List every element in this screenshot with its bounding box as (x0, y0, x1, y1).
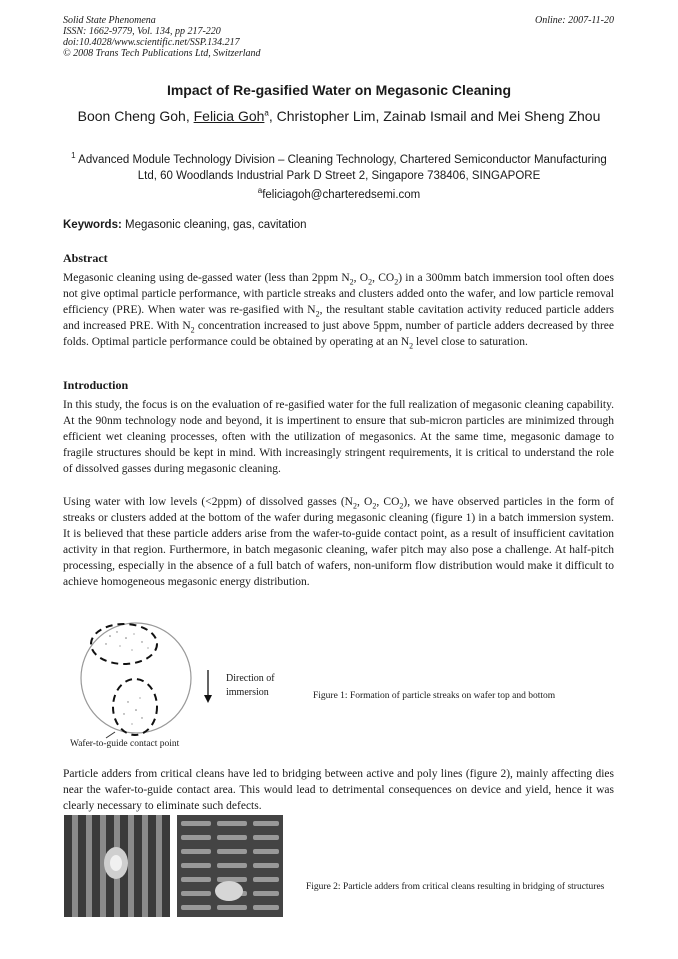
author-list (70, 107, 608, 126)
authors-before: Boon Cheng Goh, (77, 108, 194, 124)
sem-image-1 (64, 815, 170, 917)
affiliation-text: Advanced Module Technology Division – Cleaning Technology, Chartered Semiconductor Manufacturing Ltd, 60 Woodlands Industrial Park D Street 2, Singapore 738406, SINGAPORE (75, 154, 607, 182)
email-marker: a (257, 186, 263, 196)
immersion-label-line-1: Direction of (226, 673, 275, 684)
affiliation-marker: 1 (71, 151, 76, 161)
subscript: 2 (349, 277, 354, 287)
introduction-para-2 (63, 494, 614, 590)
particle-dots (105, 631, 148, 724)
online-date: Online: 2007-11-20 (535, 15, 614, 26)
copyright-line: © 2008 Trans Tech Publications Ltd, Switzerland (63, 48, 261, 59)
figure-1-diagram (62, 618, 678, 758)
subscript: 2 (399, 501, 404, 511)
abstract-body (63, 270, 614, 350)
body-para-3: Particle adders from critical cleans have led to bridging between active and poly lines (figure 2), mainly affecting dies near the wafer-to-guide contact area. This would lead to detrimental consequences on device and yield, hence it was clearly necessary to eliminate such defects. (63, 768, 614, 812)
introduction-para-1: In this study, the focus is on the evaluation of re-gasified water for the full realization of megasonic cleaning capability. At the 90nm technology node and beyond, it is impertinent to ensure that sub-micron particles are minimized through efficient wet cleaning processes, often with the utilization of megasonics. At the same time, megasonic damage to fragile structures should be kept in mind. With increasingly stringent requirements, it is critical to understand the role of dissolved gasses during megasonic cleaning. (63, 399, 614, 475)
doi-line: doi:10.4028/www.scientific.net/SSP.134.217 (63, 37, 240, 48)
figure-2-caption: Figure 2: Particle adders from critical cleans resulting in bridging of structures (306, 882, 605, 892)
immersion-label (226, 672, 275, 700)
intro-text: ), we have observed particles in the form of streaks or clusters added at the bottom of the wafer during megasonic cleaning (figure 1) in a batch immersion system. It is believed that these particle adders arise from the wafer-to-guide contact point, as a result of insufficient cavitation activity in that region. Furthermore, in batch megasonic cleaning, wafer pitch may also pose a challenge. At half-pitch processing, especially in the absence of a full batch of wafers, non-uniform flow distribution would make it difficult to achieve homogeneous megasonic energy distribution. (63, 496, 615, 588)
subscript: 2 (315, 309, 320, 319)
corresponding-author: Felicia Goh (193, 108, 265, 124)
intro-text: , O (357, 496, 373, 508)
abstract-text: ) in a 300mm batch immersion tool often does not give optimal particle performance, with particle streaks and clusters added onto the wafer, and low particle removal efficiency (PRE). When water was re-gasified with N (63, 272, 614, 316)
keywords (63, 219, 307, 231)
authors-after: , Christopher Lim, Zainab Ismail and Mei Sheng Zhou (268, 108, 601, 124)
bottom-streak-region (113, 679, 157, 735)
immersion-label-line-2: immersion (226, 687, 269, 698)
author-marker: a (264, 108, 269, 118)
intro-text: Using water with low levels (<2ppm) of dissolved gasses (N (63, 496, 353, 508)
abstract-text: Megasonic cleaning using de-gassed water (less than 2ppm N (63, 272, 350, 284)
paper-title: Impact of Re-gasified Water on Megasonic Cleaning (166, 82, 512, 98)
contact-email (0, 186, 678, 201)
abstract-text: , the resultant stable cavitation activity reduced particle adders and increased PRE. With N (63, 304, 614, 332)
abstract-text: concentration increased to just above 5ppm, number of particle adders decreased by three folds. Optimal particle performance could be obtained by operating at an N (63, 320, 614, 348)
top-streak-region (91, 624, 157, 664)
affiliation (60, 152, 618, 184)
subscript: 2 (353, 501, 357, 511)
contact-point-label: Wafer-to-guide contact point (70, 739, 180, 749)
email-address: feliciagoh@charteredsemi.com (262, 189, 421, 201)
defect-particle (215, 881, 243, 901)
keywords-label: Keywords: (63, 219, 122, 231)
immersion-arrowhead (204, 695, 212, 703)
abstract-text: , O (353, 272, 369, 284)
subscript: 2 (409, 341, 414, 351)
keywords-text: Megasonic cleaning, gas, cavitation (121, 219, 307, 231)
abstract-text: , CO (372, 272, 395, 284)
abstract-text: level close to saturation. (413, 336, 528, 348)
subscript: 2 (368, 277, 373, 287)
intro-text: , CO (376, 496, 400, 508)
journal-header (63, 15, 261, 59)
issn-line: ISSN: 1662-9779, Vol. 134, pp 217-220 (63, 26, 221, 37)
wafer-outline (81, 623, 191, 733)
sem-image-2 (177, 815, 283, 917)
abstract-heading: Abstract (63, 251, 108, 265)
contact-pointer (106, 732, 115, 738)
subscript: 2 (372, 501, 377, 511)
subscript: 2 (394, 277, 399, 287)
subscript: 2 (190, 325, 195, 335)
figure-1-caption: Figure 1: Formation of particle streaks on wafer top and bottom (313, 691, 556, 701)
introduction-heading: Introduction (63, 378, 129, 392)
journal-name: Solid State Phenomena (63, 15, 156, 26)
